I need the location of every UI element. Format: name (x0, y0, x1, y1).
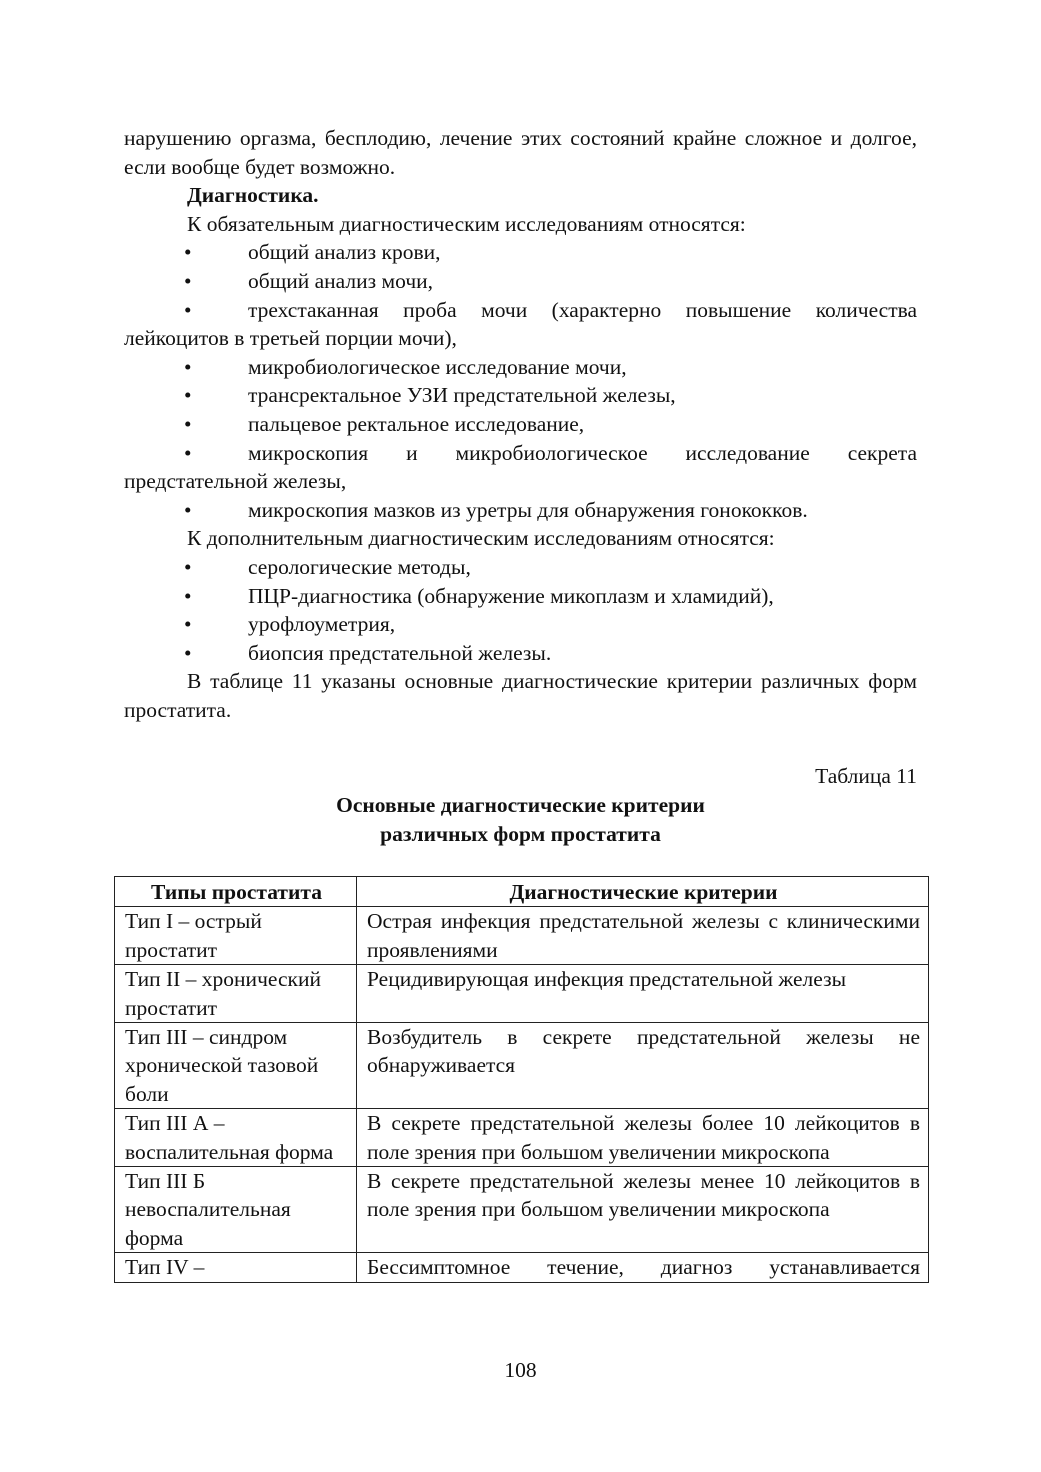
bullet-icon: • (184, 583, 192, 608)
list-item: • серологические методы, (124, 553, 917, 582)
type-cell: Тип III А – воспалительная форма (115, 1109, 357, 1167)
bullet-icon: • (184, 354, 192, 379)
type-cell: Тип III Б невоспалительная форма (115, 1167, 357, 1253)
column-header: Типы простатита (115, 877, 357, 907)
type-cell: Тип III – синдром хронической тазовой боли (115, 1023, 357, 1109)
additional-intro: К дополнительным диагностическим исследованиям относятся: (187, 526, 775, 551)
criteria-cell: В секрете предстательной железы менее 10 лейкоцитов в поле зрения при большом увеличении микроскопа (357, 1167, 929, 1253)
list-item: • трансректальное УЗИ предстательной железы, (124, 381, 917, 410)
bullet-icon: • (184, 297, 192, 322)
bullet-icon: • (184, 411, 192, 436)
table-header-row (115, 877, 929, 907)
criteria-table (114, 876, 929, 1283)
criteria-cell: Острая инфекция предстательной железы с клиническими проявлениями (357, 907, 929, 965)
list-item: • микроскопия и микробиологическое исследование секрета предстательной железы, (124, 440, 917, 494)
table-reference-paragraph: В таблице 11 указаны основные диагностические критерии различных форм простатита. (124, 669, 917, 722)
list-item: • урофлоуметрия, (124, 610, 917, 639)
list-item: • микробиологическое исследование мочи, (124, 353, 917, 382)
bullet-icon: • (184, 612, 192, 637)
table-row (115, 1023, 929, 1109)
criteria-cell: Рецидивирующая инфекция предстательной железы (357, 965, 929, 1023)
table-title-line-1: Основные диагностические критерии (336, 793, 705, 818)
intro-paragraph: нарушению оргазма, бесплодию, лечение этих состояний крайне сложное и долгое, если вообще будет возможно. (124, 126, 917, 179)
bullet-icon: • (184, 440, 192, 465)
bullet-icon: • (184, 554, 192, 579)
list-item: • трехстаканная проба мочи (характерно повышение количества лейкоцитов в третьей порции мочи), (124, 297, 917, 351)
list-item: • общий анализ мочи, (124, 267, 917, 296)
type-cell: Тип II – хронический простатит (115, 965, 357, 1023)
criteria-cell: Возбудитель в секрете предстательной железы не обнаруживается (357, 1023, 929, 1109)
bullet-icon: • (184, 268, 192, 293)
section-heading: Диагностика. (187, 183, 319, 208)
page-number: 108 (504, 1358, 537, 1382)
table-row (115, 1253, 929, 1282)
table-title-line-2: различных форм простатита (380, 821, 661, 846)
bullet-icon: • (184, 383, 192, 408)
list-item: • биопсия предстательной железы. (124, 639, 917, 668)
bullet-icon: • (184, 497, 192, 522)
list-item: • ПЦР-диагностика (обнаружение микоплазм и хламидий), (124, 582, 917, 611)
list-item: • пальцевое ректальное исследование, (124, 410, 917, 439)
column-header: Диагностические критерии (357, 877, 929, 907)
list-item: • микроскопия мазков из уретры для обнаружения гонококков. (124, 496, 917, 525)
criteria-cell: В секрете предстательной железы более 10 лейкоцитов в поле зрения при большом увеличении микроскопа (357, 1109, 929, 1167)
additional-list (124, 553, 917, 667)
page-body (124, 124, 917, 848)
type-cell: Тип IV – (115, 1253, 357, 1282)
mandatory-intro: К обязательным диагностическим исследованиям относятся: (187, 211, 746, 236)
bullet-icon: • (184, 640, 192, 665)
table-row (115, 1109, 929, 1167)
table-row (115, 965, 929, 1023)
table-label: Таблица 11 (815, 764, 917, 789)
list-item: • общий анализ крови, (124, 238, 917, 267)
table-row (115, 1167, 929, 1253)
bullet-icon: • (184, 240, 192, 265)
mandatory-list (124, 238, 917, 524)
criteria-cell: Бессимптомное течение, диагноз устанавливается (357, 1253, 929, 1282)
table-row (115, 907, 929, 965)
type-cell: Тип I – острый простатит (115, 907, 357, 965)
